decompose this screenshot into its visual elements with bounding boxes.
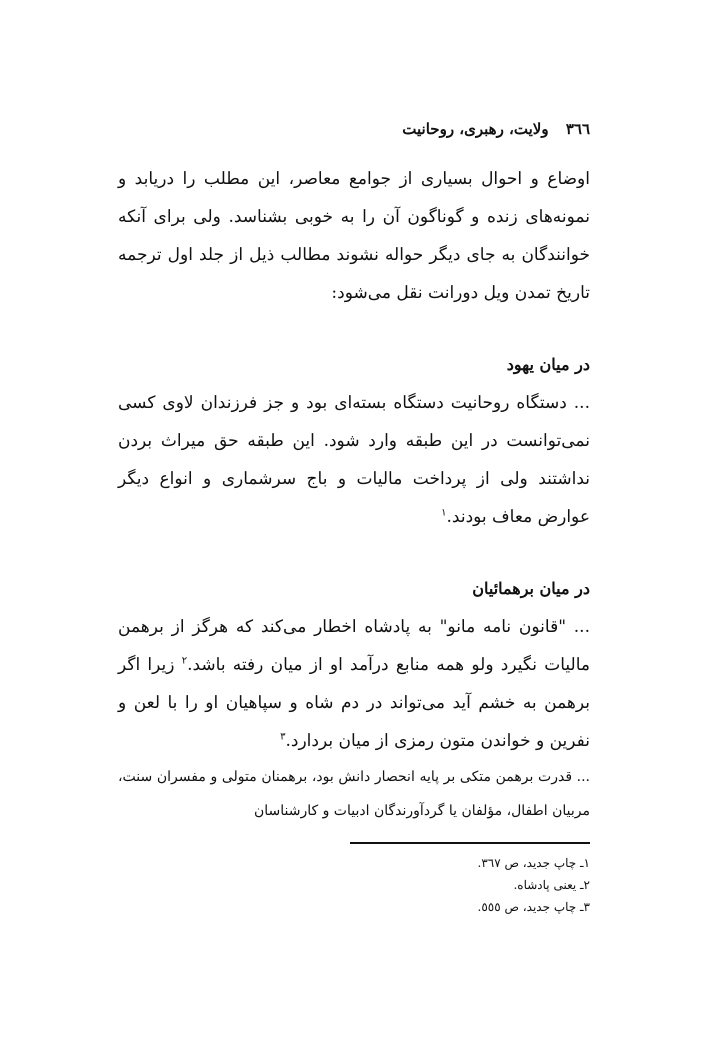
section-paragraph-jews (118, 384, 590, 536)
page-body (118, 160, 590, 828)
page-number: ٣٦٦ (565, 120, 590, 138)
running-header (118, 120, 590, 138)
footnote-ref-2: ٢ (181, 655, 188, 667)
section-text-brahmins-1: ... "قانون نامه مانو" به پادشاه اخطار می‌کند که هرگز از برهمن مالیات نگیرد ولو همه منابع درآمد او از میان رفته باشد. (118, 617, 590, 675)
footnote-ref-3: ٣ (280, 731, 286, 743)
section-paragraph-brahmins (118, 608, 590, 760)
continuation-paragraph: ... قدرت برهمن متکی بر پایه انحصار دانش بود، برهمنان متولی و مفسران سنت، مربیان اطفال، مؤلفان یا گردآورندگان ادبیات و کارشناسان (118, 769, 590, 819)
footnote-1: ١ـ چاپ جدید، ص ٣٦٧. (477, 856, 590, 870)
section-title-jews: در میان یهود (506, 355, 590, 374)
footnote-ref-1: ١ (441, 507, 447, 519)
intro-paragraph: اوضاع و احوال بسیاری از جوامع معاصر، این مطلب را دریابد و نمونه‌های زنده و گوناگون آن را به خوبی بشناسد. ولی برای آنکه خوانندگان به جای دیگر حواله نشوند مطالب ذیل از جلد اول ترجمه تاریخ تمدن ویل دورانت نقل می‌شود: (118, 169, 590, 303)
section-text-jews: ... دستگاه روحانیت دستگاه بسته‌ای بود و جز فرزندان لاوی کسی نمی‌توانست در این طبقه وارد شود. این طبقه حق میراث بردن نداشتند ولی از پرداخت مالیات و باج سرشماری و انواع دیگر عوارض معاف بودند. (118, 393, 590, 527)
running-title: ولایت، رهبری، روحانیت (402, 120, 549, 138)
footnote-divider (350, 842, 590, 844)
footnote-2: ٢ـ یعنی پادشاه. (513, 878, 590, 892)
section-title-brahmins: در میان برهمائیان (472, 579, 590, 598)
footnote-3: ٣ـ چاپ جدید، ص ٥٥٥. (477, 900, 590, 914)
footnotes (118, 852, 590, 918)
section-text-brahmins-2: زیرا اگر برهمن به خشم آید می‌تواند در دم شاه و سپاهیان او را با لعن و نفرین و خواندن متون رمزی از میان بردارد. (118, 655, 590, 751)
